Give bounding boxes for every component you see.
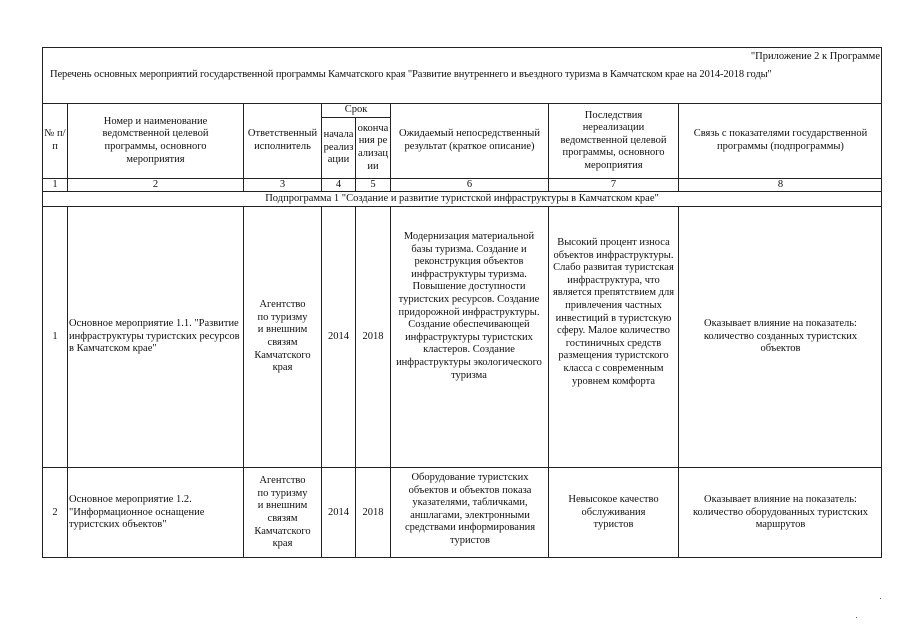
document-sheet	[42, 47, 882, 557]
vrule-5-body	[390, 206, 391, 558]
table-row-2-name: Основное мероприятие 1.2. "Информационное оснащение туристских объектов"	[69, 494, 205, 531]
header-link: Связь с показателями государственной программы (подпрограммы)	[693, 128, 868, 152]
table-row-2-result: Оборудование туристских объектов и объектов показа указателями, табличками, аншлагами, электронными средствами информирования туристов	[404, 472, 536, 546]
col-number-7: 7	[610, 179, 617, 190]
col-number-2: 2	[152, 179, 159, 190]
vrule-1-body	[67, 206, 68, 558]
document-title: Перечень основных мероприятий государственной программы Камчатского края "Развитие внутреннего и въездного туризма в Камчатском крае на 2014-2018 годы"	[50, 69, 772, 80]
table-row-1-end: 2018	[362, 330, 384, 342]
header-end: окончания реализации	[357, 122, 389, 172]
table-row-1-result: Модернизация материальной базы туризма. Создание и реконструкция объектов инфраструктуры туризма. Повышение доступности туристских ресурсов. Создание придорожной инфраструктуры. Создание обеспечивающей инфраструктуры туристских кластеров. Создание инфраструктуры экологического туризма	[396, 231, 542, 381]
table-row-1-executor: Агентство по туризму и внешним связям Камчатского края	[254, 299, 311, 374]
scan-speck	[856, 617, 857, 618]
header-srok: Срок	[344, 104, 368, 115]
table-row-2-num: 2	[52, 506, 58, 518]
table-row-2-link: Оказывает влияние на показатель: количество оборудованных туристских маршрутов	[692, 494, 869, 531]
header-result: Ожидаемый непосредственный результат (краткое описание)	[399, 128, 540, 152]
table-row-2-start: 2014	[328, 506, 349, 518]
col-number-4: 4	[335, 179, 342, 190]
col-number-3: 3	[279, 179, 286, 190]
table-row-2-consequences: Невысокое качество обслуживания туристов	[568, 494, 659, 531]
header-num: № п/п	[44, 128, 66, 152]
col-number-1: 1	[52, 179, 58, 190]
header-executor: Ответственный исполнитель	[247, 128, 318, 152]
col-number-5: 5	[370, 179, 376, 190]
scan-speck	[880, 598, 881, 599]
table-row-1-num: 1	[52, 330, 58, 342]
header-start: начала реализации	[323, 129, 354, 166]
header-consequences: Последствия нереализации ведомственной целевой программы, основного мероприятия	[560, 109, 667, 171]
table-row-1-start: 2014	[328, 330, 349, 342]
table-row-2-end: 2018	[362, 506, 384, 518]
col-number-8: 8	[777, 179, 784, 190]
subprogram-title: Подпрограмма 1 "Создание и развитие туристской инфраструктуры в Камчатском крае"	[265, 193, 659, 204]
appendix-label: "Приложение 2 к Программе	[750, 51, 880, 62]
header-name: Номер и наименование ведомственной целевой программы, основного мероприятия	[102, 115, 209, 165]
table-row-1-link: Оказывает влияние на показатель: количество созданных туристских объектов	[703, 318, 858, 355]
col-number-6: 6	[466, 179, 473, 190]
table-row-2-executor: Агентство по туризму и внешним связям Камчатского края	[254, 475, 311, 550]
table-row-1-consequences: Высокий процент износа объектов инфраструктуры. Слабо развитая туристская инфраструктура, что является препятствием для привлечения частных инвестиций в туристскую сферу. Малое количество гостиничных средств размещения туристского класса с современным уровнем комфорта	[552, 237, 675, 387]
table-row-1-name: Основное мероприятие 1.1. "Развитие инфраструктуры туристских ресурсов в Камчатском крае"	[69, 318, 240, 355]
vrule-1	[67, 103, 68, 191]
